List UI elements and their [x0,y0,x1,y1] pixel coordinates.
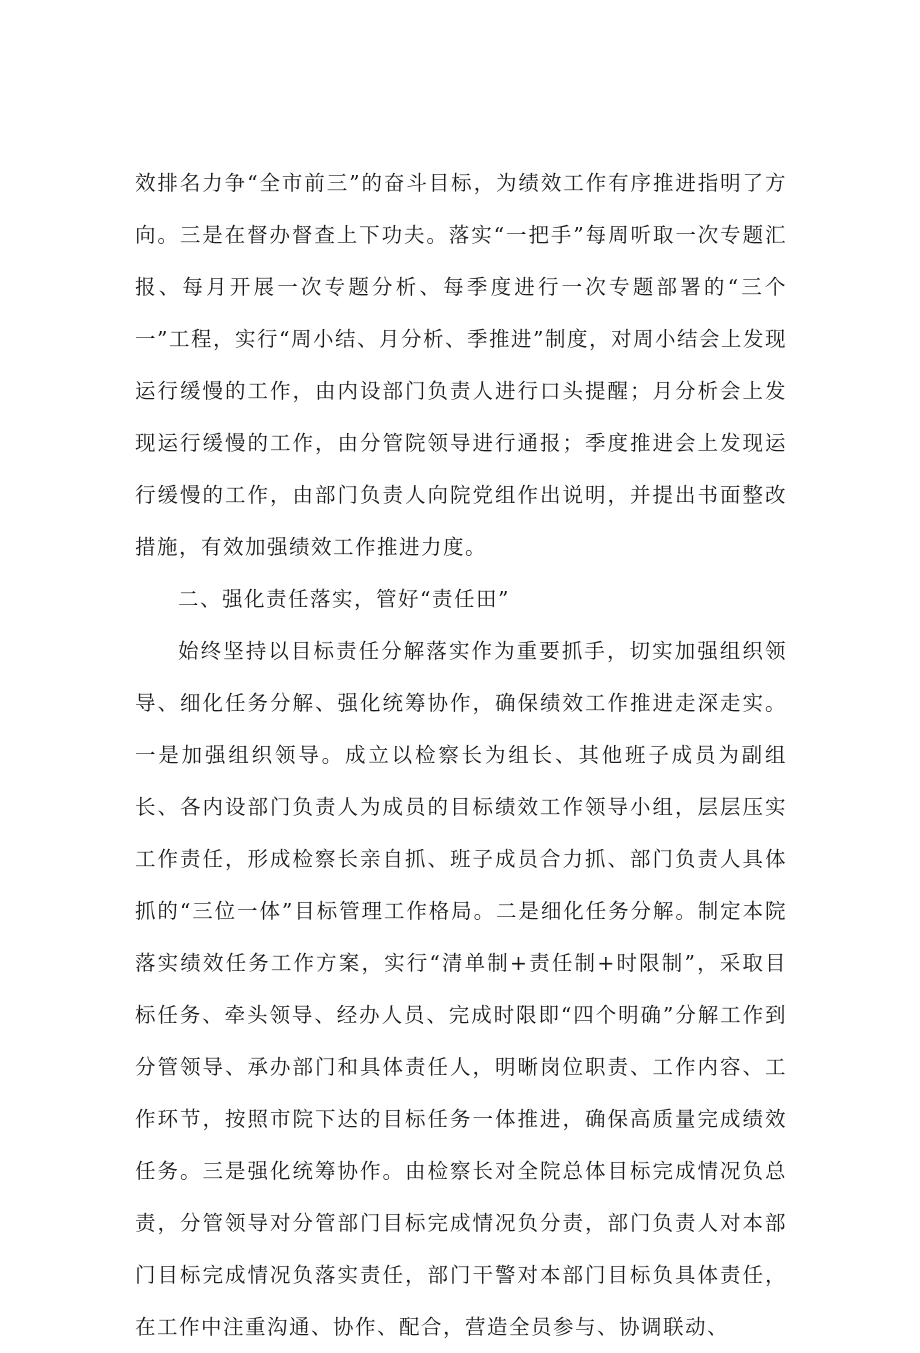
paragraph-body: 始终坚持以目标责任分解落实作为重要抓手，切实加强组织领导、细化任务分解、强化统筹协作，确保绩效工作推进走深走实。一是加强组织领导。成立以检察长为组长、其他班子成员为副组长、各内设部门负责人为成员的目标绩效工作领导小组，层层压实工作责任，形成检察长亲自抓、班子成员合力抓、部门负责人具体抓的“三位一体”目标管理工作格局。二是细化任务分解。制定本院落实绩效任务工作方案，实行“清单制+责任制+时限制”，采取目标任务、牵头领导、经办人员、完成时限即“四个明确”分解工作到分管领导、承办部门和具体责任人，明晰岗位职责、工作内容、工作环节，按照市院下达的目标任务一体推进，确保高质量完成绩效任务。三是强化统筹协作。由检察长对全院总体目标完成情况负总责，分管领导对分管部门目标完成情况负分责，部门负责人对本部门目标完成情况负落实责任，部门干警对本部门目标负具体责任，在工作中注重沟通、协作、配合，营造全员参与、协调联动、 [135,639,787,1339]
paragraph-continuation: 效排名力争“全市前三”的奋斗目标，为绩效工作有序推进指明了方向。三是在督办督查上下功夫。落实“一把手”每周听取一次专题汇报、每月开展一次专题分析、每季度进行一次专题部署的“三个一”工程，实行“周小结、月分析、季推进”制度，对周小结会上发现运行缓慢的工作，由内设部门负责人进行口头提醒；月分析会上发现运行缓慢的工作，由分管院领导进行通报；季度推进会上发现运行缓慢的工作，由部门负责人向院党组作出说明，并提出书面整改措施，有效加强绩效工作推进力度。 [135,171,787,559]
document-body [135,157,787,1353]
section-heading: 二、强化责任落实，管好“责任田” [178,587,511,611]
